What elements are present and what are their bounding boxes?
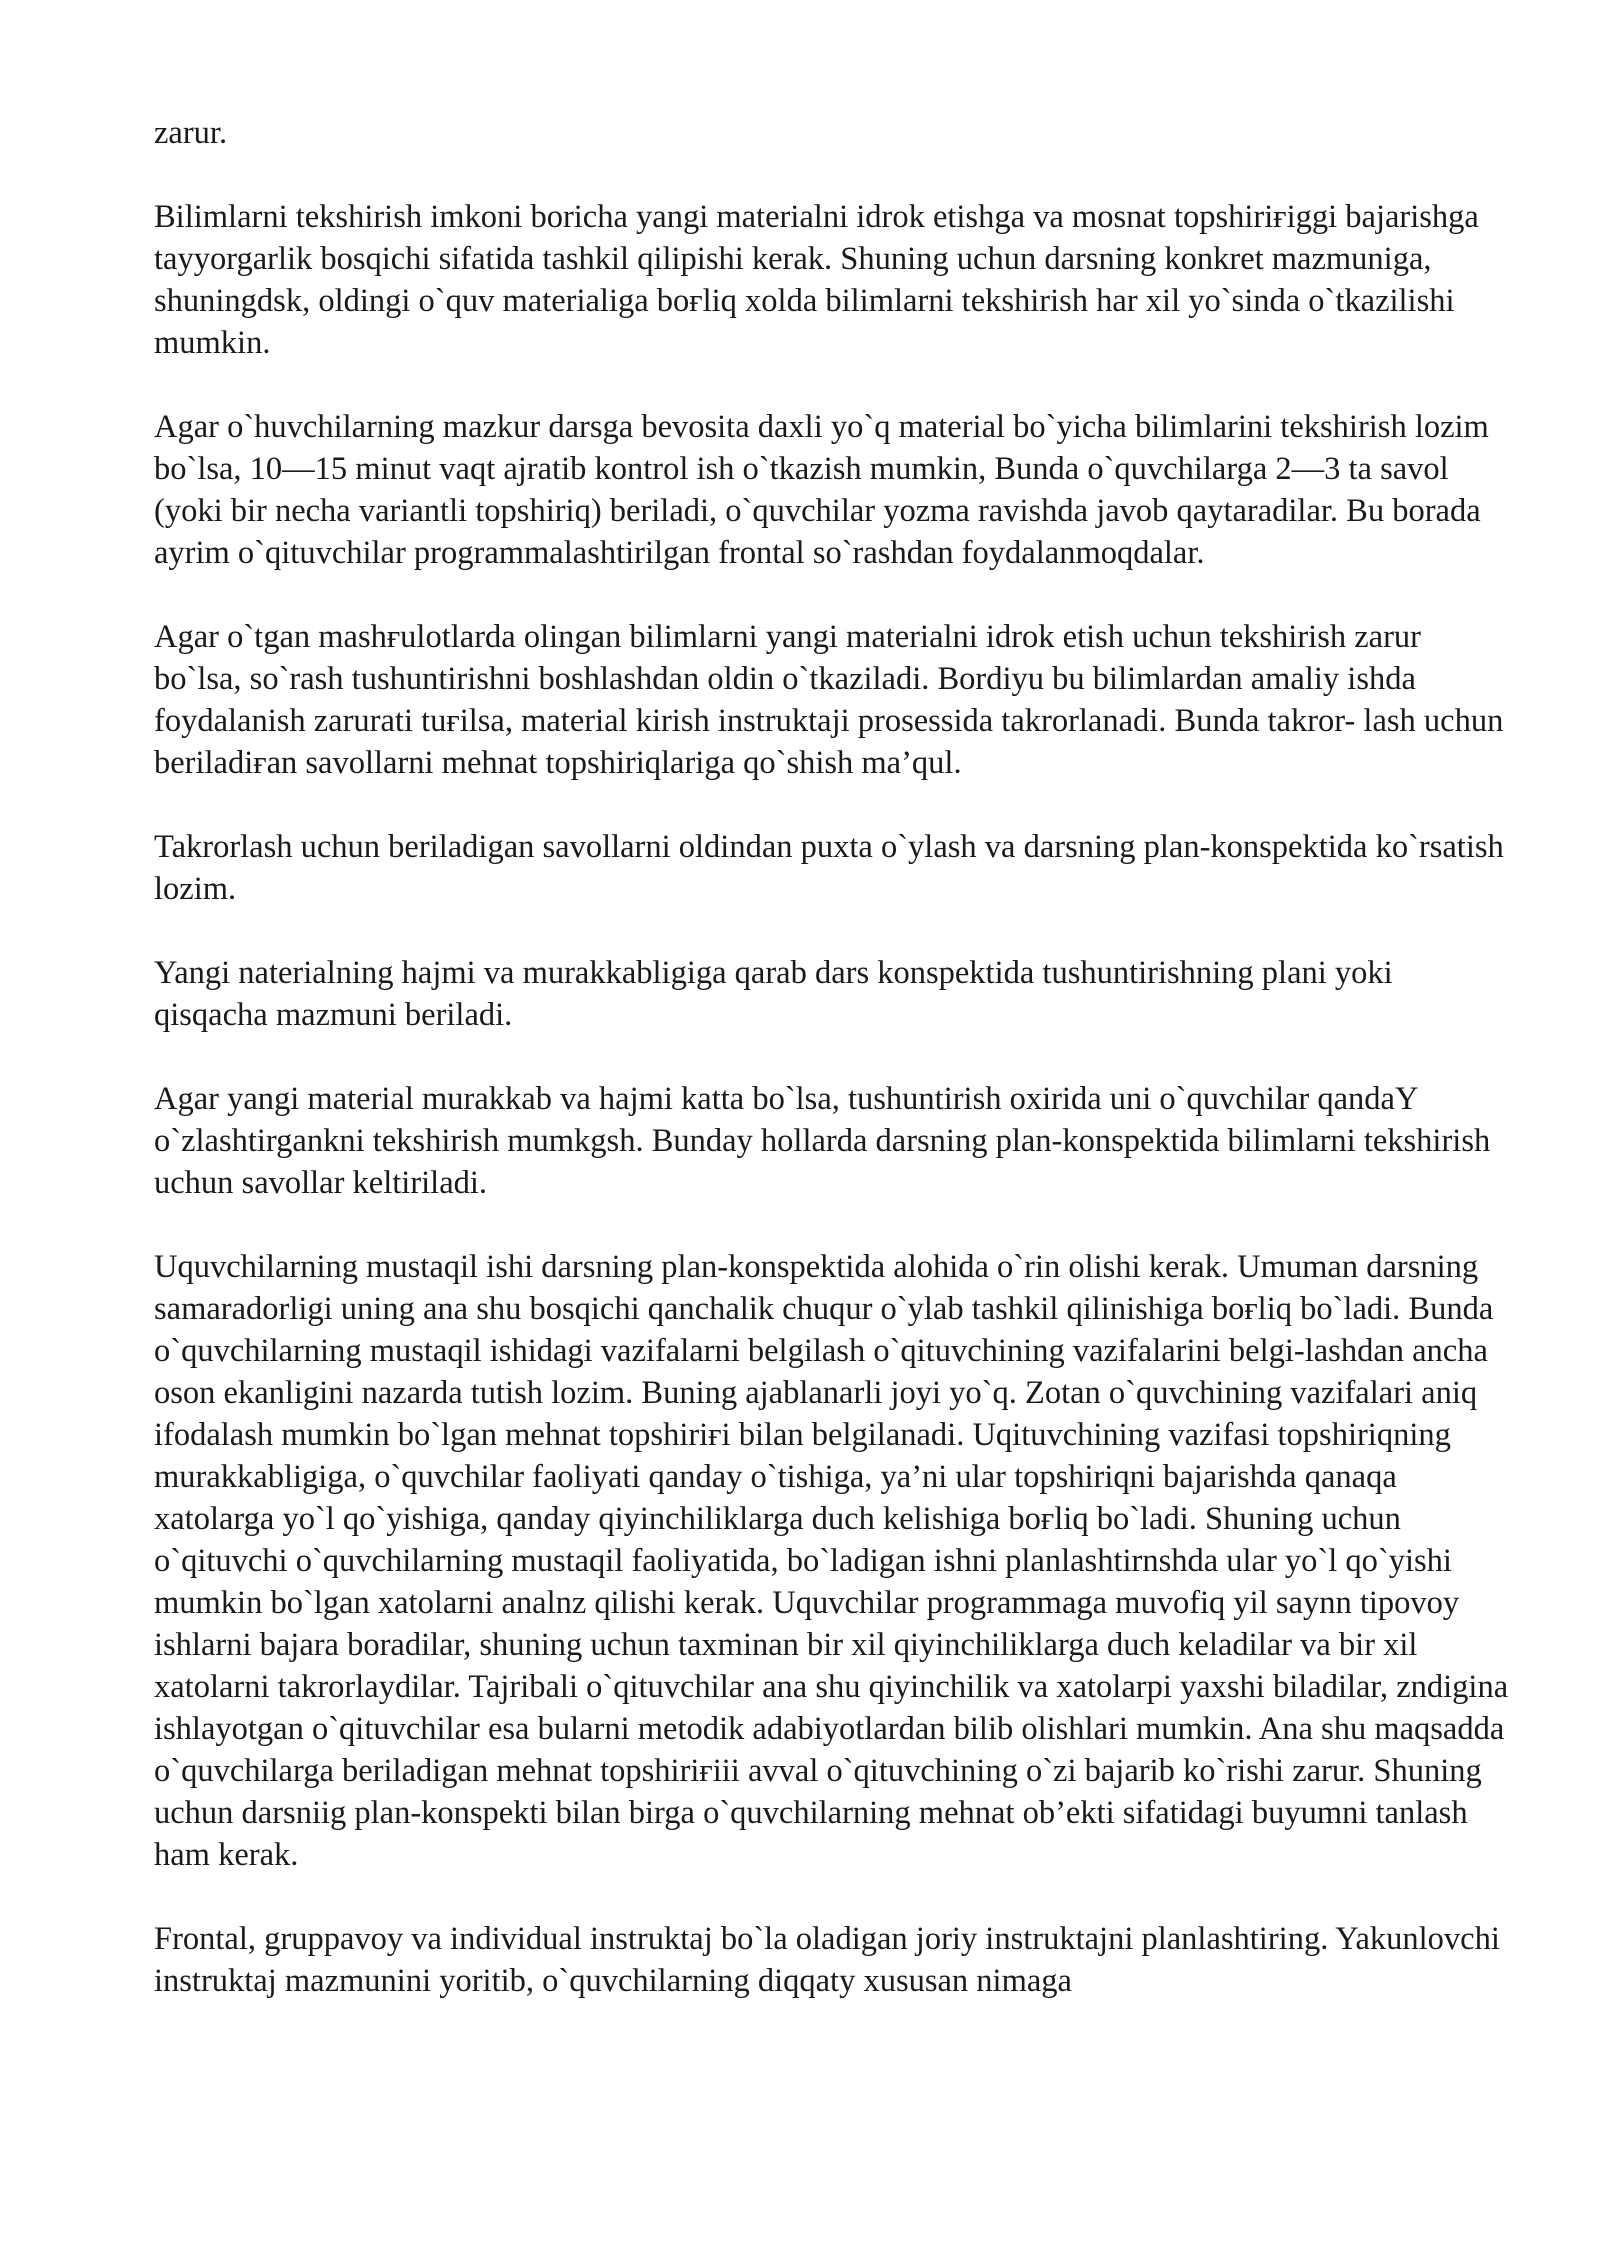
paragraph-2: Bilimlarni tekshirish imkoni boricha yangi materialni idrok etishga va mosnat topshiriғiggi bajarishga tayyorgarlik bosqichi sifatida tashkil qilipishi kerak. Shuning uchun darsning konkret mazmuniga, shuningdsk, oldingi o`quv materialiga boғliq xolda bilimlarni tekshirish har xil yo`sinda o`tkazilishi mumkin. (154, 199, 1479, 361)
paragraph-9: Frontal, gruppavoy va individual instruktaj bo`la oladigan joriy instruktajni planlashtiring. Yakunlovchi instruktaj mazmunini yoritib, o`quvchilarning diqqaty xususan nimaga (154, 1921, 1500, 1999)
document-page (154, 112, 1514, 2044)
paragraph-3: Agar o`huvchilarning mazkur darsga bevosita daxli yo`q material bo`yicha bilimlarini tekshirish lozim bo`lsa, 10—15 minut vaqt ajratib kontrol ish o`tkazish mumkin, Bunda o`quvchilarga 2—3 ta savol (yoki bir necha variantli topshiriq) beriladi, o`quvchilar yozma ravishda javob qaytaradilar. Bu borada ayrim o`qituvchilar programmalashtirilgan frontal so`rashdan foydalanmoqdalar. (154, 409, 1489, 571)
paragraph-8: Uquvchilarning mustaqil ishi darsning plan-konspektida alohida o`rin olishi kerak. Umuman darsning samaradorligi uning ana shu bosqichi qanchalik chuqur o`ylab tashkil qilinishiga boғliq bo`ladi. Bunda o`quvchilarning mustaqil ishidagi vazifalarni belgilash o`qituvchining vazifalarini belgi-lashdan ancha oson ekanligini nazarda tutish lozim. Buning ajablanarli joyi yo`q. Zotan o`quvchining vazifalari aniq ifodalash mumkin bo`lgan mehnat topshiriғi bilan belgilanadi. Uqituvchining vazifasi topshiriqning murakkabligiga, o`quvchilar faoliyati qanday o`tishiga, ya’ni ular topshiriqni bajarishda qanaqa xatolarga yo`l qo`yishiga, qanday qiyinchiliklarga duch kelishiga boғliq bo`ladi. Shuning uchun o`qituvchi o`quvchilarning mustaqil faoliyatida, bo`ladigan ishni planlashtirnshda ular yo`l qo`yishi mumkin bo`lgan xatolarni analnz qilishi kerak. Uquvchilar programmaga muvofiq yil saynn tipovoy ishlarni bajara boradilar, shuning uchun taxminan bir xil qiyinchiliklarga duch keladilar va bir xil xatolarni takrorlaydilar. Tajribali o`qituvchilar ana shu qiyinchilik va xatolarpi yaxshi biladilar, zndigina ishlayotgan o`qituvchilar esa bularni metodik adabiyotlardan bilib olishlari mumkin. Ana shu maqsadda o`quvchilarga beriladigan mehnat topshiriғiii avval o`qituvchining o`zi bajarib ko`rishi zarur. Shuning uchun darsniig plan-konspekti bilan birga o`quvchilarning mehnat ob’ekti sifatidagi buyumni tanlash ham kerak. (154, 1249, 1509, 1873)
paragraph-7: Agar yangi material murakkab va hajmi katta bo`lsa, tushuntirish oxirida uni o`quvchilar qandaY o`zlashtirgankni tekshirish mumkgsh. Bunday hollarda darsning plan-konspektida bilimlarni tekshirish uchun savollar keltiriladi. (154, 1081, 1491, 1201)
paragraph-6: Yangi naterialning hajmi va murakkabligiga qarab dars konspektida tushuntirishning plani yoki qisqacha mazmuni beriladi. (154, 955, 1393, 1033)
paragraph-5: Takrorlash uchun beriladigan savollarni oldindan puxta o`ylash va darsning plan-konspektida ko`rsatish lozim. (154, 829, 1504, 907)
paragraph-1: zarur. (154, 115, 228, 151)
paragraph-4: Agar o`tgan mashғulotlarda olingan bilimlarni yangi materialni idrok etish uchun tekshirish zarur bo`lsa, so`rash tushuntirishni boshlashdan oldin o`tkaziladi. Bordiyu bu bilimlardan amaliy ishda foydalanish zarurati tuғilsa, material kirish instruktaji prosessida takrorlanadi. Bunda takror- lash uchun beriladiғan savollarni mehnat topshiriqlariga qo`shish ma’qul. (154, 619, 1504, 781)
